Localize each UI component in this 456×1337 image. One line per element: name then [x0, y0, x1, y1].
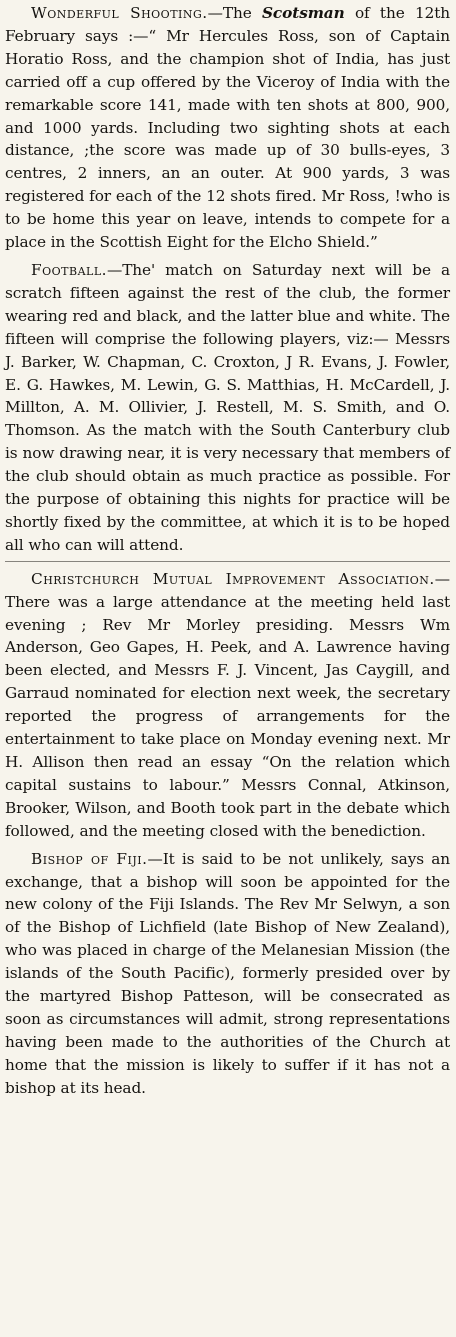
article-bishop-of-fiji — [5, 848, 450, 1100]
article-body: The' match on Saturday next will be a scratch fifteen against the rest of the club, the former wearing red and black, and the latter blue and white. The fifteen will comprise the following players, viz:— Messrs J. Barker, W. Chapman, C. Croxton, J R. Evans, J. Fowler, E. G. Hawkes, M. Lewin, G. S. Matthias, H. McCardell, J. Millton, A. M. Ollivier, J. Restell, M. S. Smith, and O. Thomson. As the match with the South Canterbury club is now drawing near, it is very necessary that members of the club should obtain as much practice as possible. For the purpose of obtaining this nights for practice will be shortly fixed by the committee, at which it is to be hoped all who can will attend. — [5, 260, 450, 554]
column-divider — [5, 561, 450, 565]
article-heading: Wonderful Shooting. — [31, 4, 208, 22]
article-intro: The — [222, 4, 262, 22]
article-heading: Christchurch Mutual Improvement Association. — [31, 569, 435, 588]
heading-dash: — — [107, 260, 123, 279]
heading-dash: — — [434, 569, 450, 588]
article-body: It is said to be not unlikely, says an exchange, that a bishop will soon be appointed for the new colony of the Fiji Islands. The Rev Mr Selwyn, a son of the Bishop of Lichfield (late Bishop of New Zealand), who was placed in charge of the Melanesian Mission (the islands of the South Pacific), formerly presided over by the martyred Bishop Patteson, will be consecrated as soon as circumstances will admit, strong representations having been made to the authorities of the Church at home that the mission is likely to suffer if it has not a bishop at its head. — [5, 849, 450, 1097]
article-body: There was a large attendance at the meeting held last evening ; Rev Mr Morley presiding. Messrs Wm Anderson, Geo Gapes, H. Peek, and A. Lawrence having been elected, and Messrs F. J. Vincent, Jas Caygill, and Garraud nominated for election next week, the secretary reported the progress of arrangements for the entertainment to take place on Monday evening next. Mr H. Allison then read an essay “On the relation which capital sustains to labour.” Messrs Connal, Atkinson, Brooker, Wilson, and Booth took part in the debate which followed, and the meeting closed with the benediction. — [5, 592, 450, 840]
article-heading: Bishop of Fiji. — [31, 849, 148, 868]
article-wonderful-shooting — [5, 2, 450, 254]
article-heading: Football. — [31, 260, 107, 279]
heading-dash: — — [147, 849, 163, 868]
article-mutual-improvement — [5, 568, 450, 843]
article-football — [5, 259, 450, 557]
article-body: of the 12th February says :—“ Mr Hercules Ross, son of Captain Horatio Ross, and the champion shot of India, has just carried off a cup offered by the Viceroy of India with the remarkable score 141, made with ten shots at 800, 900, and 1000 yards. Including two sighting shots at each distance, ;the score was made up of 30 bulls-eyes, 3 centres, 2 inners, an an outer. At 900 yards, 3 was registered for each of the 12 shots fired. Mr Ross, !who is to be home this year on leave, intends to compete for a place in the Scottish Eight for the Elcho Shield.” — [5, 4, 451, 252]
heading-dash: — — [207, 4, 223, 22]
newspaper-name: Scotsman — [261, 4, 345, 22]
